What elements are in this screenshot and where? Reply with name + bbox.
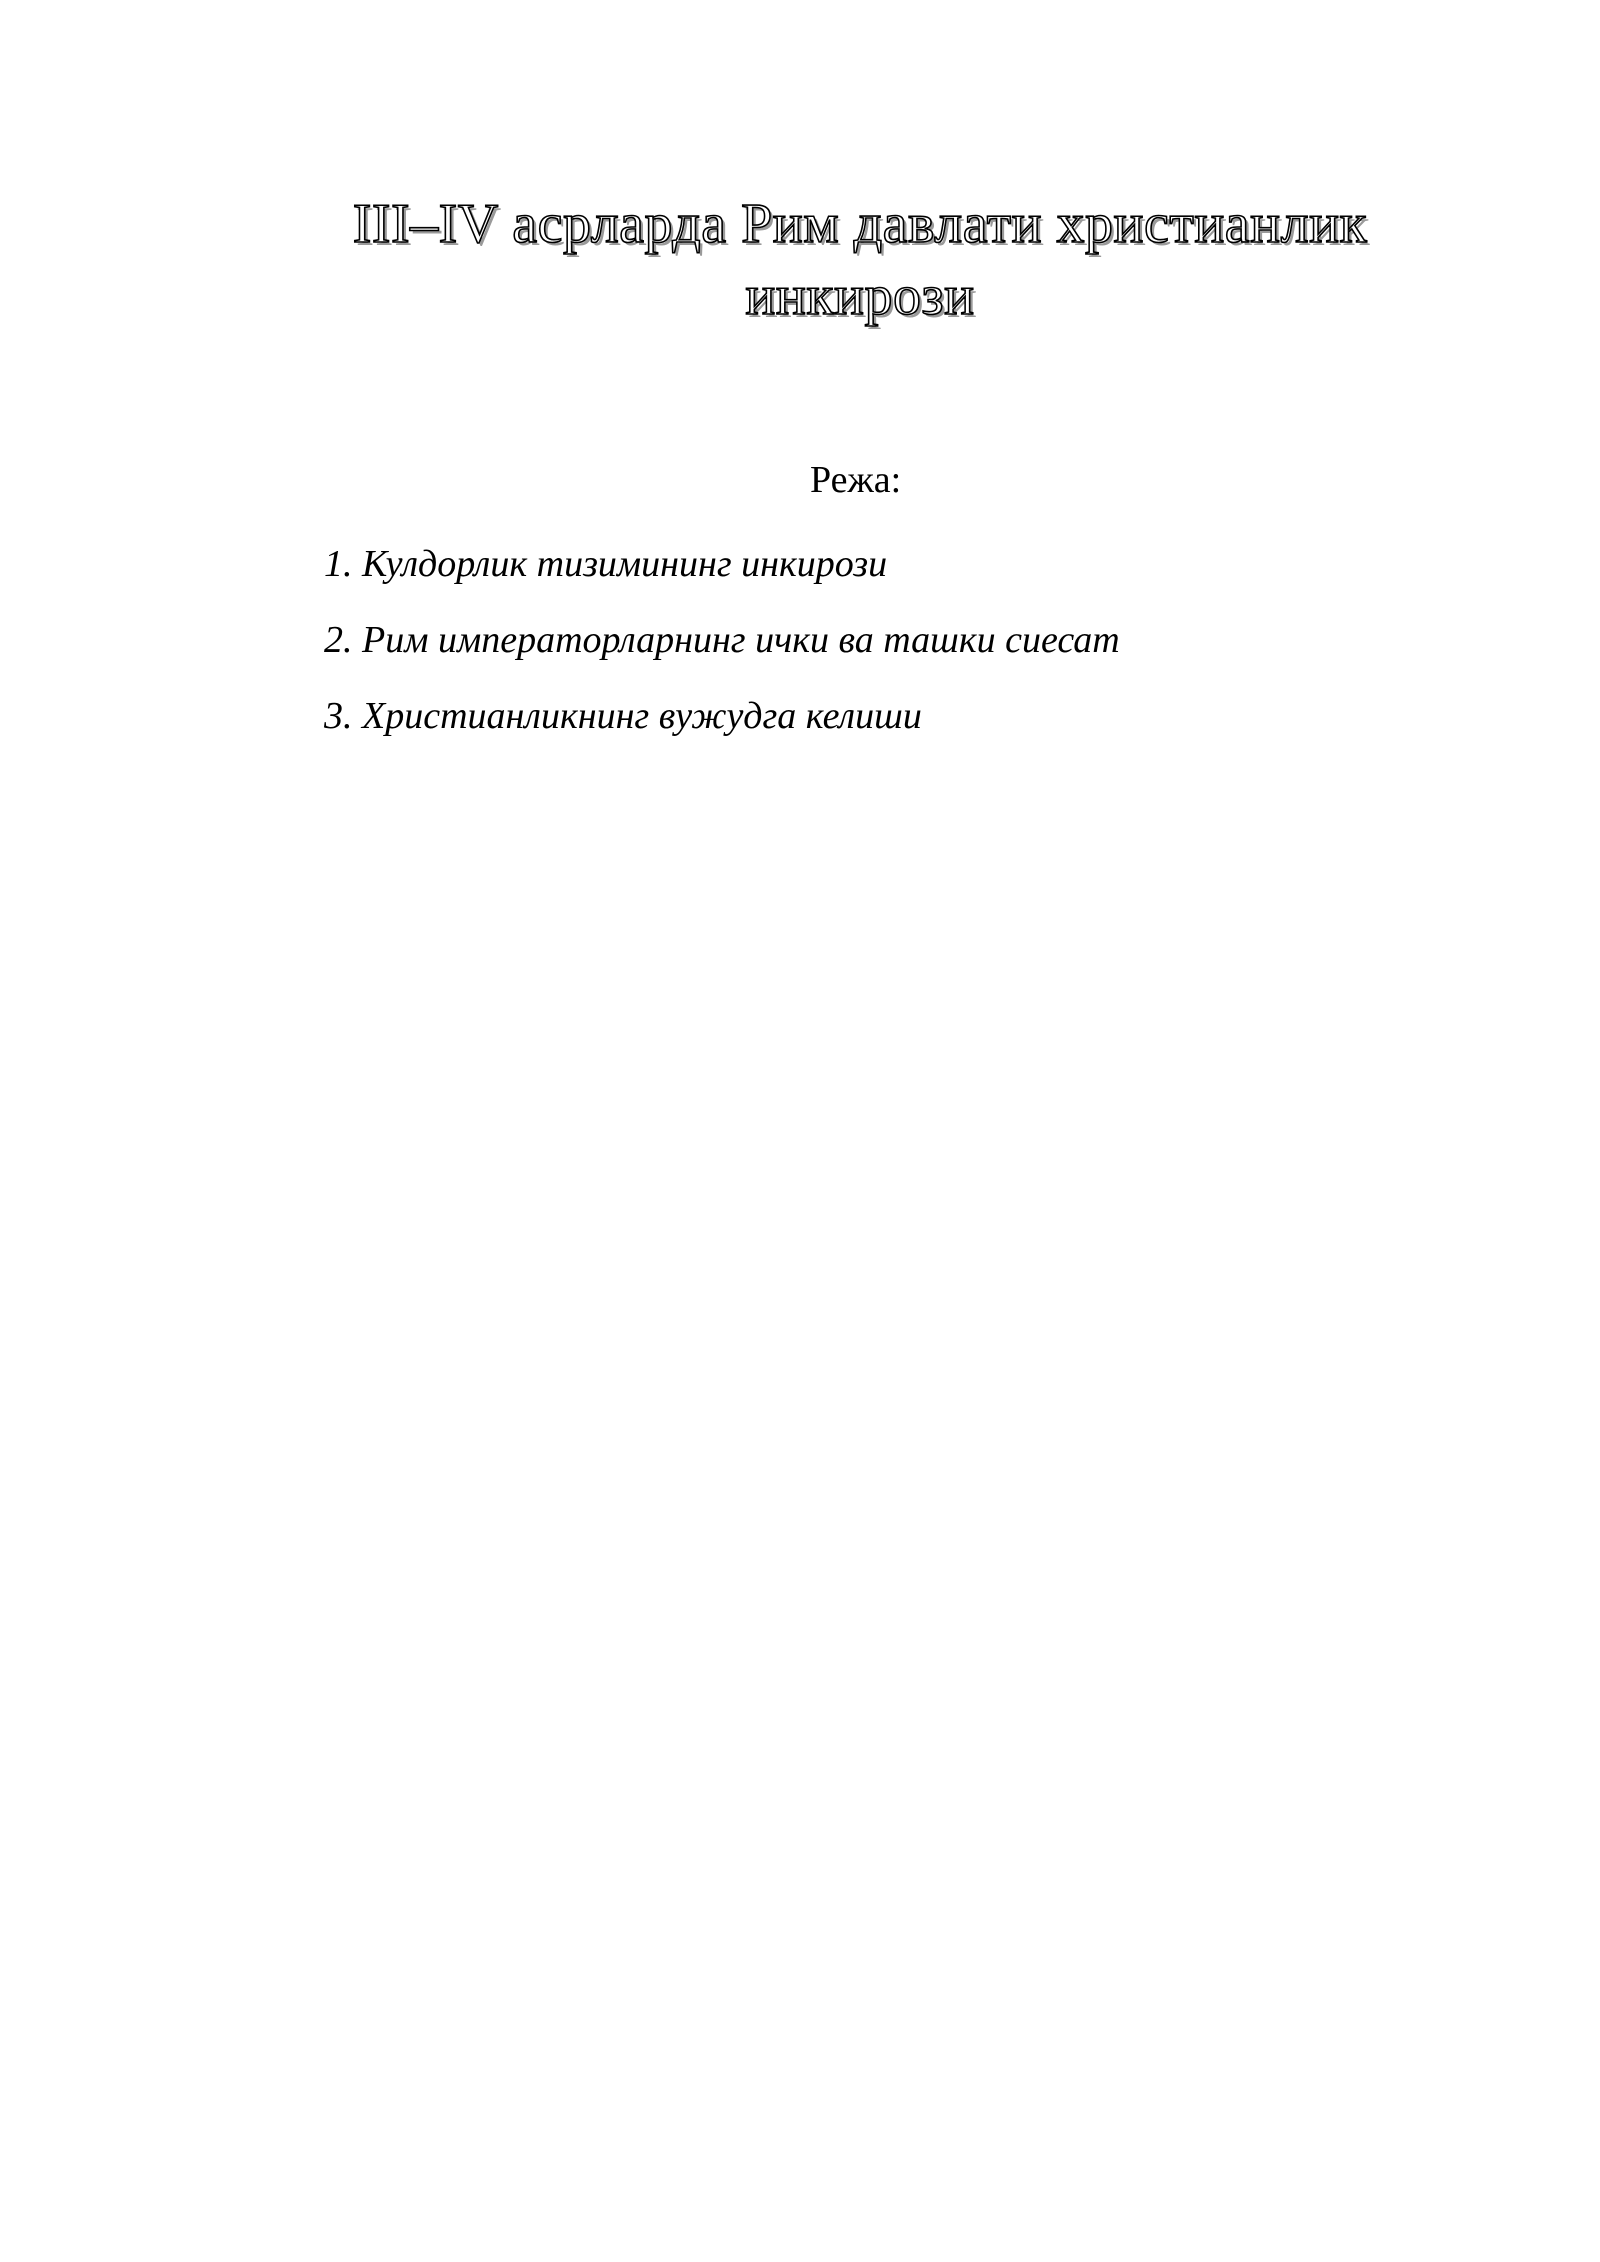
plan-item-1: 1. Кулдорлик тизимининг инкирози	[324, 543, 888, 585]
plan-item-2: 2. Рим императорларнинг ички ва ташки сиесат	[324, 619, 1120, 661]
page-title	[150, 188, 1570, 332]
title-line-2: инкирози	[745, 265, 975, 327]
title-line-1: III–IV асрларда Рим давлати христианлик	[352, 193, 1368, 255]
plan-list	[324, 540, 1120, 768]
plan-heading: Режа:	[810, 459, 902, 501]
plan-item-3: 3. Христианликнинг вужудга келиши	[324, 695, 922, 737]
